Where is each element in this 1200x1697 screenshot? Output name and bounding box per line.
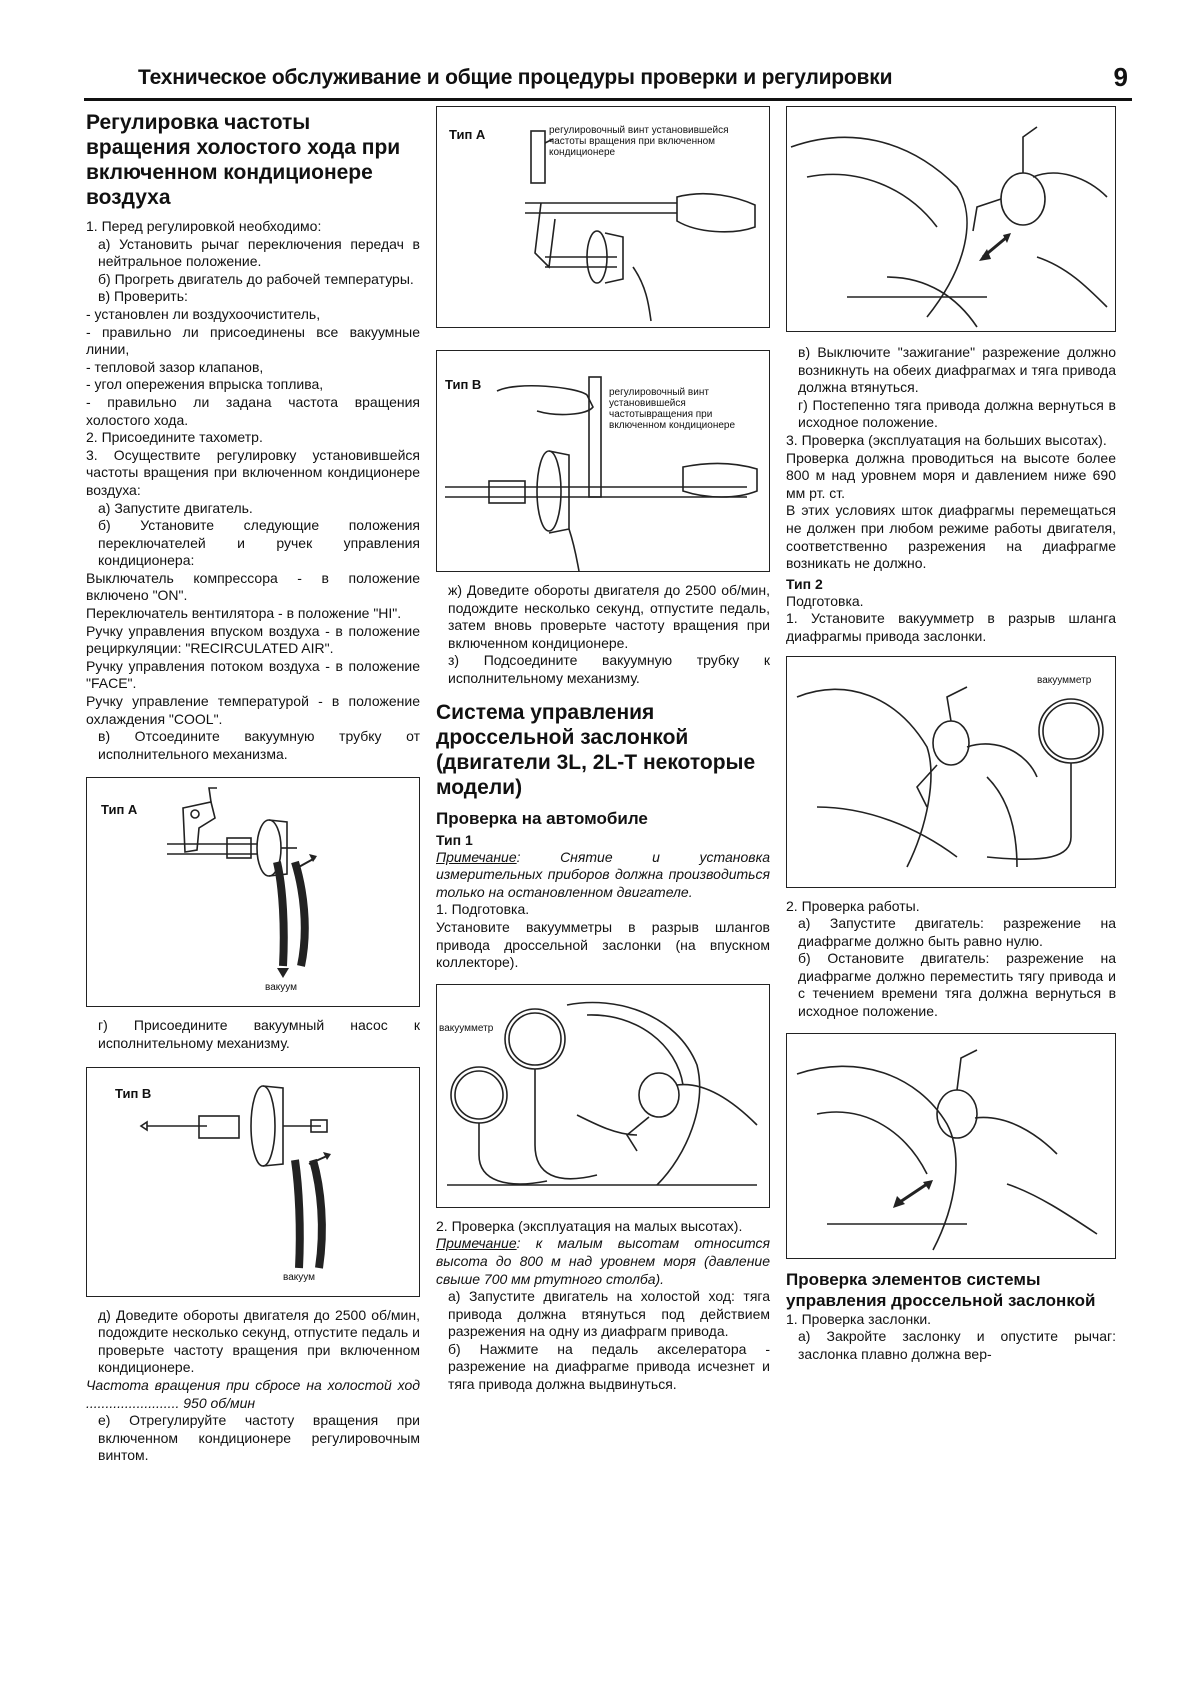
check-high-altitude-text: Проверка должна проводиться на высоте более 800 м над уровнем моря и давлением ниже 690 мм рт. ст. [786,449,1116,501]
subheading-vehicle-check: Проверка на автомобиле [436,808,648,828]
check-high-altitude: 3. Проверка (эксплуатация на больших высотах). [786,431,1107,448]
figure-label: Тип В [445,377,482,392]
vacuum-label: вакуум [283,1271,316,1283]
step-1b: б) Прогреть двигатель до рабочей температуры. [98,270,414,287]
setting-fan: Переключатель вентилятора - в положение "HI". [86,605,402,622]
figure-screw-type-b [436,350,770,572]
actuator-drawing [87,778,421,1008]
check-item: - тепловой зазор клапанов, [86,358,264,375]
figure-actuator-type-b [86,1067,420,1297]
check-step-b: б) Нажмите на педаль акселератора - разрежение на диафрагме привода исчезнет и тяга привода должна выдвинуться. [448,1340,770,1393]
screw-drawing [437,351,771,573]
page-header [84,64,1132,101]
type-1-label: Тип 1 [436,831,473,848]
figure-actuator-engine [786,106,1116,332]
gauge-label: вакуумметр [439,1022,494,1034]
section-heading-idle-ac: Регулировка частоты вращения холостого хода при включенном кондиционере воздуха [86,111,401,209]
running-title: Техническое обслуживание и общие процедуры проверки и регулировки [138,66,893,89]
section-heading-components-check: Проверка элементов системы управления дроссельной заслонкой [786,1269,1096,1310]
check-item: - правильно ли задана частота вращения холостого хода. [86,393,420,428]
screw-drawing [437,107,771,329]
step-3: 3. Осуществите регулировку установившейся частоты вращения при включенном кондиционере воздуха: [86,446,420,498]
note-text: : к малым высотам относится высота до 800 м над уровнем моря (давление свыше 700 мм ртутного столба). [436,1235,770,1287]
step-3e: е) Отрегулируйте частоту вращения при включенном кондиционере регулировочным винтом. [98,1412,420,1464]
step-1v: в) Проверить: [98,288,188,305]
figure-actuator-type-a [86,777,420,1007]
gauge-drawing [437,985,771,1209]
step-1a: а) Установить рычаг переключения передач в нейтральное положение. [98,235,420,270]
step-3g: г) Присоедините вакуумный насос к исполнительному механизму. [98,1017,420,1051]
setting-compressor: Выключатель компрессора - в положение включено "ON". [86,569,420,604]
prep-heading: Подготовка. [786,592,864,609]
valve-check: 1. Проверка заслонки. [786,1310,932,1327]
step-g-return: г) Постепенно тяга привода должна вернуться в исходное положение. [798,396,1116,431]
step-3v: в) Отсоедините вакуумную трубку от исполнительного механизма. [98,728,420,762]
check-item: - правильно ли присоединены все вакуумные линии, [86,323,420,358]
idle-speed-spec: Частота вращения при сбросе на холостой ход ........................ 950 об/мин [86,1376,420,1411]
prep-step-1: 1. Установите вакуумметр в разрыв шланга диафрагмы привода заслонки. [786,610,1116,644]
figure-label: Тип А [101,802,138,818]
check-step-a: а) Запустите двигатель на холостой ход: тяга привода должна втянуться под действием разрежения на одну из диафрагм привода. [448,1288,770,1340]
figure-vacuum-gauge-type-2 [786,656,1116,888]
engine-drawing [787,107,1117,333]
step-1: 1. Перед регулировкой необходимо: [86,218,322,234]
engine-drawing [787,1034,1117,1260]
setting-air-flow: Ручку управления потоком воздуха - в положение "FACE". [86,657,420,692]
page-number: 9 [1113,62,1128,92]
prep-heading: 1. Подготовка. [436,901,530,918]
gauge-label: вакуумметр [1037,674,1092,686]
step-v-ignition: в) Выключите "зажигание" разрежение должно возникнуть на обеих диафрагмах и тяга привода должна втянуться. [798,344,1116,396]
figure-vacuum-gauges-type-1 [436,984,770,1208]
figure-label: Тип А [449,127,486,142]
note-low-altitude [436,1235,770,1288]
figure-label: Тип В [115,1085,152,1101]
type-2-label: Тип 2 [786,575,823,592]
check-item: - установлен ли воздухоочиститель, [86,305,321,322]
step-3a: а) Запустите двигатель. [98,499,253,516]
step-3d: д) Доведите обороты двигателя до 2500 об/мин, подождите несколько секунд, отпустите педаль и проверьте частоту вращения при включенном кондиционере. [98,1306,420,1376]
screw-callout: регулировочный винт установившейся частоты вращения при включенном кондиционере [549,125,729,158]
check-low-altitude: 2. Проверка (эксплуатация на малых высотах). [436,1217,743,1234]
check-high-altitude-text-2: В этих условиях шток диафрагмы перемещаться не должен при любом режиме работы двигателя, соответственно разрежения на диафрагме возникать не должно. [786,502,1116,572]
step-3b: б) Установите следующие положения переключателей и ручек управления кондиционера: [98,517,420,569]
prep-text: Установите вакуумметры в разрыв шлангов привода дроссельной заслонки (на впускном коллекторе). [436,918,770,971]
gauge-drawing [787,657,1117,889]
step-2: 2. Присоедините тахометр. [86,429,263,446]
figure-actuator-rod [786,1033,1116,1259]
valve-check-a: а) Закройте заслонку и опустите рычаг: заслонка плавно должна вер- [798,1328,1116,1362]
setting-air-intake: Ручку управления впуском воздуха - в положение рециркуляции: "RECIRCULATED AIR". [86,622,420,657]
note-label: Примечание [436,848,517,865]
check-item: - угол опережения впрыска топлива, [86,376,324,393]
setting-temperature: Ручку управление температурой - в положение охлаждения "COOL". [86,693,420,727]
work-step-a: а) Запустите двигатель: разрежение на диафрагме должно быть равно нулю. [798,915,1116,949]
screw-callout: регулировочный винт установившейся частотывращения при включенном кондиционере [609,387,736,431]
column-right [786,106,1116,1363]
column-left [86,110,420,1465]
vacuum-label: вакуум [265,982,298,994]
work-check: 2. Проверка работы. [786,897,920,914]
section-heading-throttle-control: Система управления дроссельной заслонкой (двигатели 3L, 2L-T некоторые модели) [436,700,756,799]
work-step-b: б) Остановите двигатель: разрежение на диафрагме должно переместить тягу привода и с течением времени тяга должна вернуться в исходное положение. [798,950,1116,1020]
note-text: : Снятие и установка измерительных приборов должна производиться только на остановленном двигателе. [436,848,770,900]
step-zh: ж) Доведите обороты двигателя до 2500 об/мин, подождите несколько секунд, отпустите педаль, затем вновь проверьте частоту вращения при включенном кондиционере. [448,582,770,651]
column-middle [436,106,770,1394]
step-z: з) Подсоедините вакуумную трубку к исполнительному механизму. [448,652,770,686]
figure-screw-type-a [436,106,770,328]
note-label: Примечание [436,1235,517,1252]
actuator-drawing [87,1068,421,1298]
note-instruments [436,849,770,902]
